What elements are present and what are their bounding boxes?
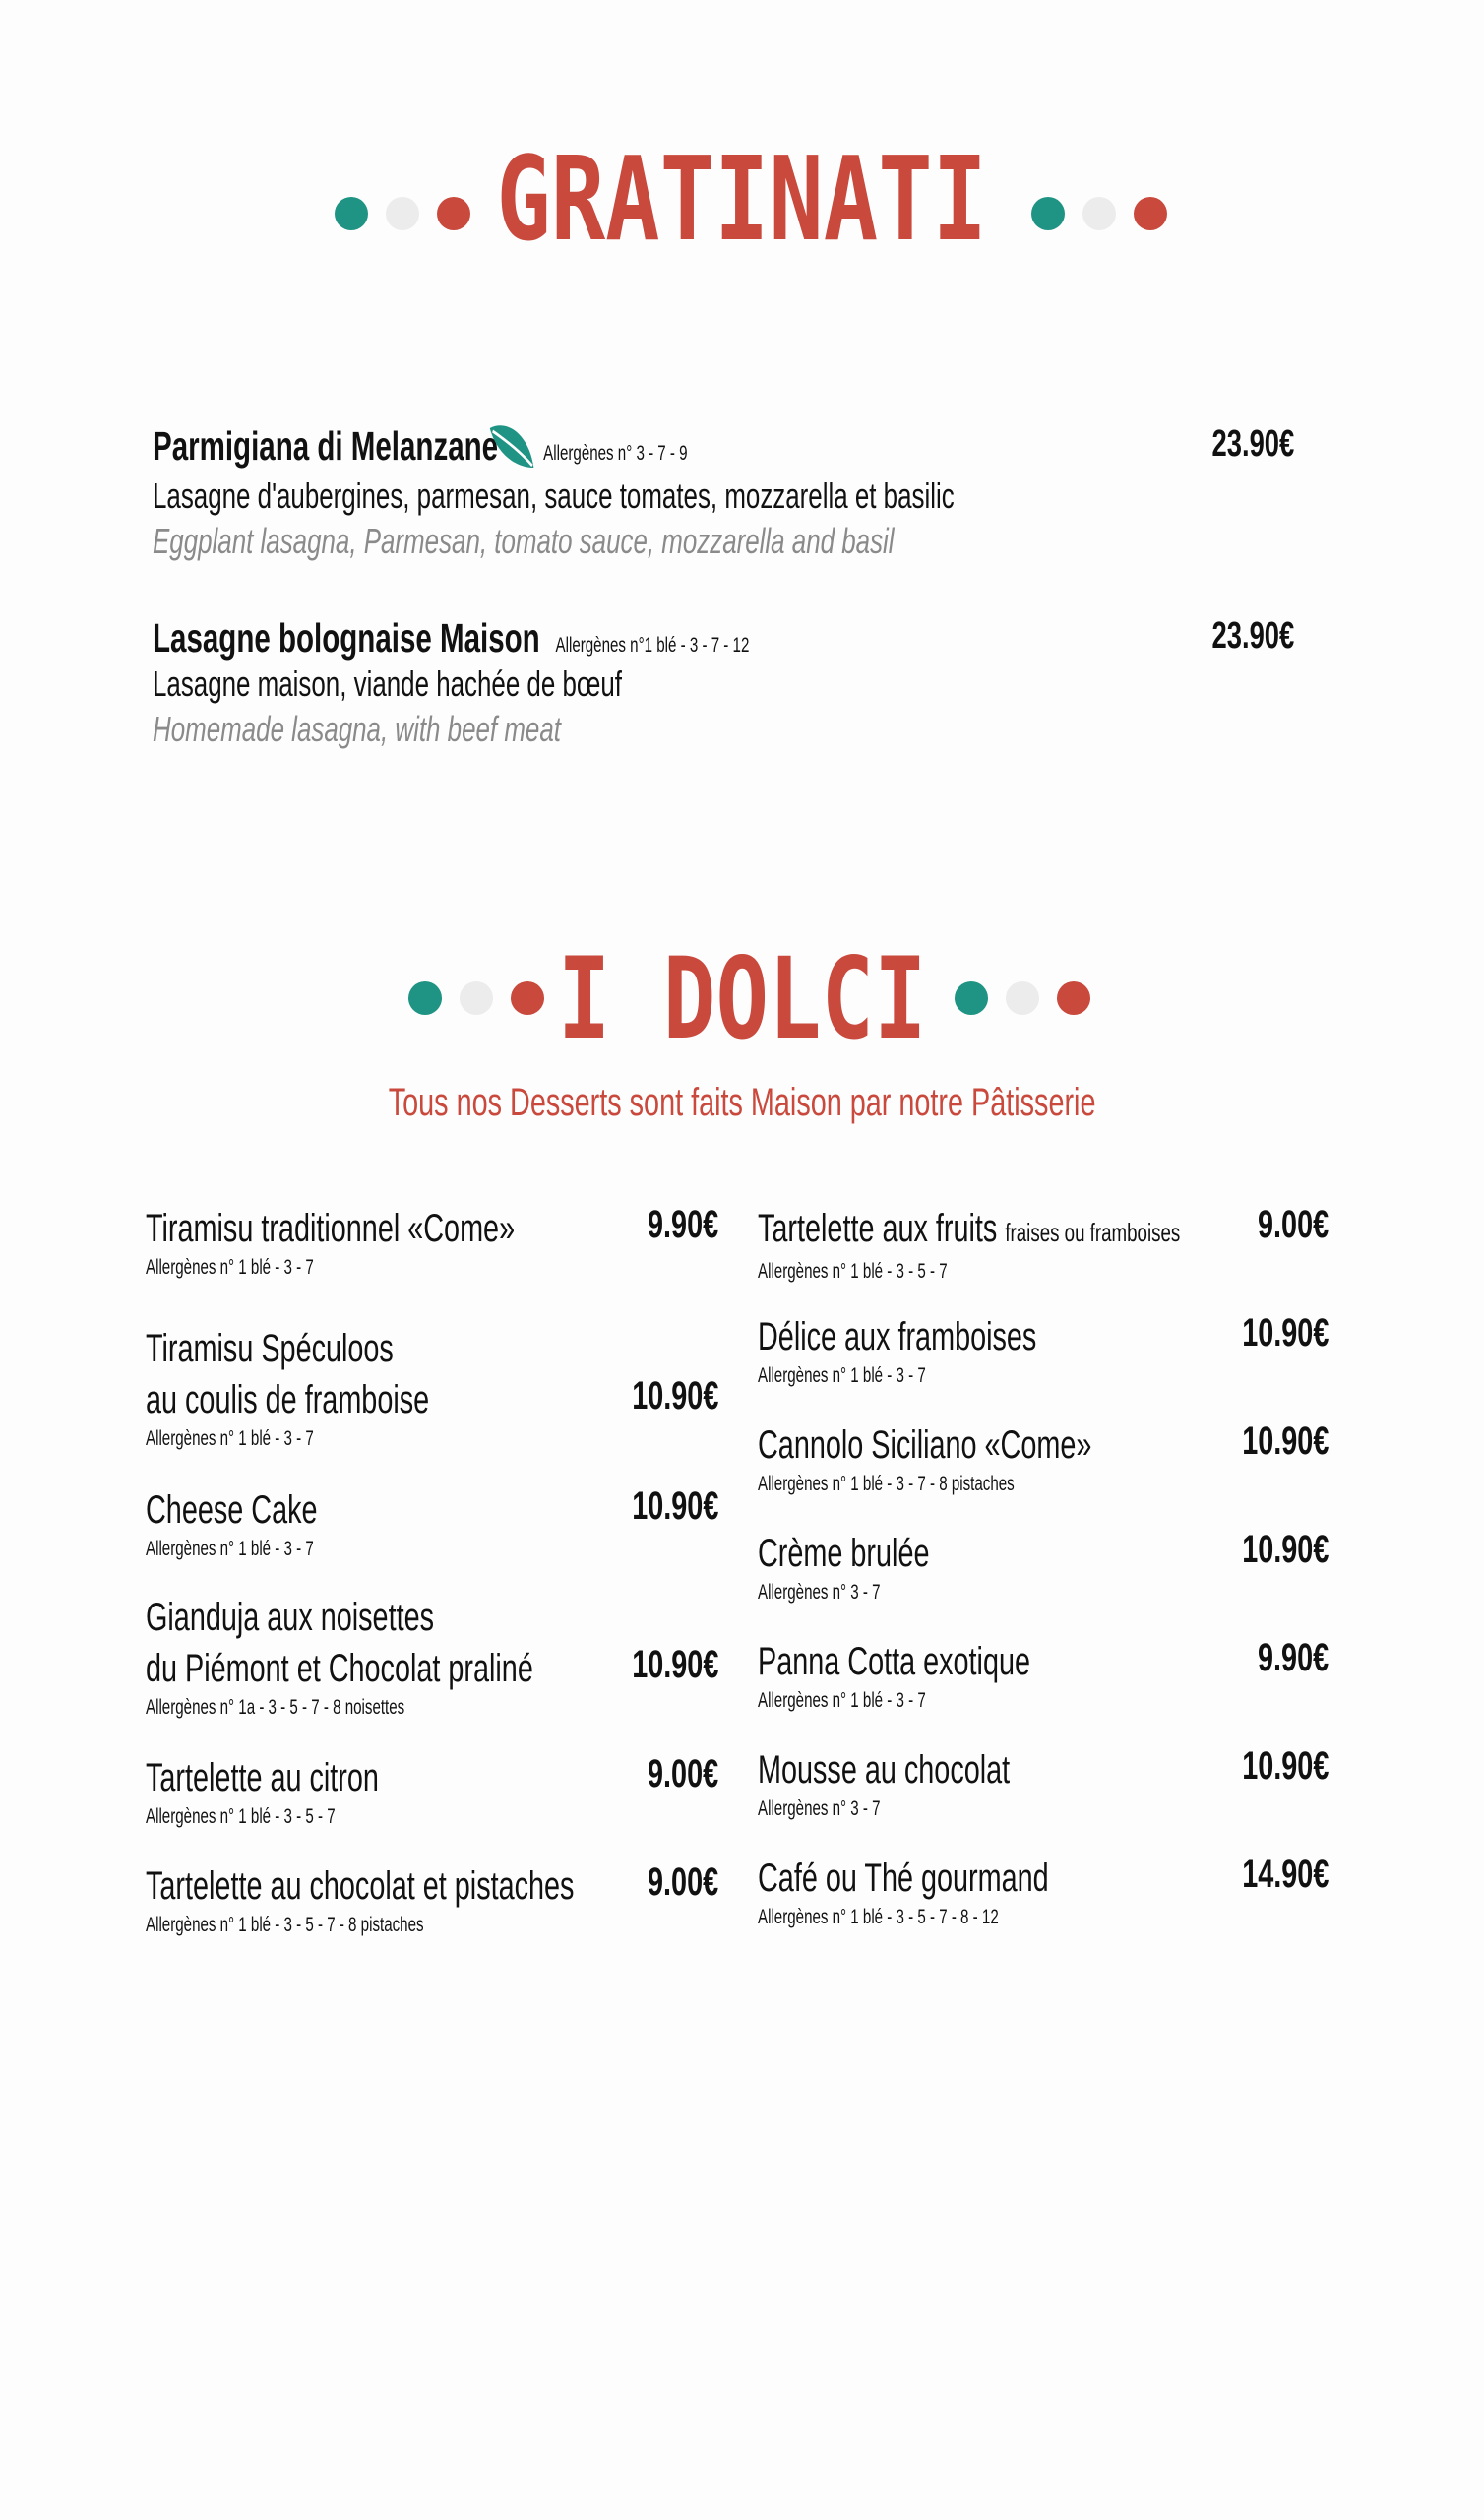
dessert-item	[146, 1752, 718, 1831]
dessert-allergens: Allergènes n° 3 - 7	[758, 1581, 881, 1604]
item-name: Parmigiana di Melanzane	[153, 423, 499, 469]
dessert-name-line1: Tiramisu Spéculoos	[146, 1327, 394, 1370]
decorative-dots-right	[955, 981, 1092, 1015]
dessert-allergens: Allergènes n° 1 blé - 3 - 7	[146, 1427, 314, 1450]
dessert-price: 9.90€	[647, 1203, 718, 1246]
item-title-line	[153, 615, 749, 662]
dolci-subtitle: Tous nos Desserts sont faits Maison par notre Pâtisserie	[388, 1081, 1096, 1124]
item-price: 23.90€	[1211, 423, 1294, 465]
dessert-name: Tartelette aux fruits fraises ou framboises	[758, 1207, 1181, 1250]
dessert-item	[146, 1323, 718, 1453]
dessert-name: Tartelette au citron	[146, 1756, 379, 1799]
red-dot	[1134, 197, 1167, 230]
dessert-name: Café ou Thé gourmand	[758, 1857, 1049, 1900]
dessert-item	[758, 1203, 1329, 1286]
dessert-price: 10.90€	[631, 1374, 718, 1418]
dessert-allergens: Allergènes n° 3 - 7	[758, 1797, 881, 1820]
dessert-allergens: Allergènes n° 1 blé - 3 - 5 - 7 - 8 pistaches	[146, 1914, 424, 1936]
white-dot	[1082, 197, 1116, 230]
dessert-allergens: Allergènes n° 1 blé - 3 - 7	[146, 1538, 314, 1560]
dessert-name: Crème brulée	[758, 1532, 930, 1575]
dessert-price: 9.00€	[647, 1752, 718, 1796]
dessert-price: 10.90€	[1241, 1744, 1329, 1788]
dessert-name: Cheese Cake	[146, 1488, 318, 1532]
item-name: Lasagne bolognaise Maison	[153, 615, 540, 661]
dessert-name: du Piémont et Chocolat praliné	[146, 1647, 533, 1690]
dessert-allergens: Allergènes n° 1 blé - 3 - 7	[146, 1256, 314, 1279]
teal-dot	[1031, 197, 1065, 230]
item-price: 23.90€	[1211, 615, 1294, 657]
dessert-item	[758, 1528, 1329, 1606]
dessert-price: 10.90€	[1241, 1528, 1329, 1571]
dessert-allergens: Allergènes n° 1 blé - 3 - 7 - 8 pistaches	[758, 1473, 1015, 1495]
menu-item-lasagne	[153, 615, 1294, 750]
dessert-name: Délice aux framboises	[758, 1315, 1037, 1358]
dessert-allergens: Allergènes n° 1 blé - 3 - 5 - 7 - 8 - 12	[758, 1906, 999, 1928]
white-dot	[1006, 981, 1039, 1015]
dessert-name: Mousse au chocolat	[758, 1748, 1011, 1792]
item-title-line	[153, 423, 688, 473]
dessert-item	[758, 1419, 1329, 1498]
dessert-price: 10.90€	[631, 1643, 718, 1686]
dessert-item	[146, 1592, 718, 1722]
teal-dot	[955, 981, 988, 1015]
dessert-allergens: Allergènes n° 1 blé - 3 - 5 - 7	[758, 1260, 948, 1283]
dessert-name: Tartelette au chocolat et pistaches	[146, 1864, 575, 1908]
section-title-dolci-text: I DOLCI	[557, 933, 927, 1064]
dessert-name: Panna Cotta exotique	[758, 1640, 1031, 1683]
dessert-item	[758, 1636, 1329, 1715]
dessert-item	[146, 1860, 718, 1939]
dessert-price: 9.00€	[647, 1860, 718, 1904]
dessert-price: 10.90€	[631, 1484, 718, 1528]
section-title-gratinati	[0, 130, 1484, 268]
dessert-item	[758, 1311, 1329, 1390]
menu-item-parmigiana	[153, 423, 1294, 562]
item-description-en: Homemade lasagna, with beef meat	[153, 709, 561, 749]
decorative-dots-right	[1031, 197, 1169, 230]
section-title-gratinati-text: GRATINATI	[496, 131, 988, 267]
item-description-en: Eggplant lasagna, Parmesan, tomato sauce, mozzarella and basil	[153, 520, 895, 561]
dessert-price: 9.00€	[1257, 1203, 1329, 1246]
dessert-allergens: Allergènes n° 1a - 3 - 5 - 7 - 8 noisettes	[146, 1696, 405, 1719]
item-description-fr: Lasagne maison, viande hachée de bœuf	[153, 663, 622, 704]
section-title-dolci	[0, 935, 1484, 1063]
dessert-name-line1: Gianduja aux noisettes	[146, 1596, 434, 1639]
dessert-price: 10.90€	[1241, 1419, 1329, 1463]
dessert-item	[146, 1203, 718, 1282]
dessert-price: 14.90€	[1241, 1853, 1329, 1896]
dessert-allergens: Allergènes n° 1 blé - 3 - 7	[758, 1364, 926, 1387]
item-allergens: Allergènes n°1 blé - 3 - 7 - 12	[555, 634, 750, 657]
item-description-fr: Lasagne d'aubergines, parmesan, sauce tomates, mozzarella et basilic	[153, 474, 955, 516]
dessert-name: au coulis de framboise	[146, 1378, 430, 1421]
leaf-icon	[487, 418, 536, 473]
dessert-item	[146, 1484, 718, 1563]
item-allergens: Allergènes n° 3 - 7 - 9	[543, 442, 688, 465]
dessert-note: fraises ou framboises	[1005, 1218, 1181, 1247]
dessert-price: 9.90€	[1257, 1636, 1329, 1679]
dessert-allergens: Allergènes n° 1 blé - 3 - 5 - 7	[146, 1805, 336, 1828]
dessert-name: Cannolo Siciliano «Come»	[758, 1423, 1092, 1467]
dessert-item	[758, 1744, 1329, 1823]
dessert-item	[758, 1853, 1329, 1931]
dessert-price: 10.90€	[1241, 1311, 1329, 1354]
red-dot	[1057, 981, 1090, 1015]
dessert-allergens: Allergènes n° 1 blé - 3 - 7	[758, 1689, 926, 1712]
dessert-name: Tiramisu traditionnel «Come»	[146, 1207, 516, 1250]
